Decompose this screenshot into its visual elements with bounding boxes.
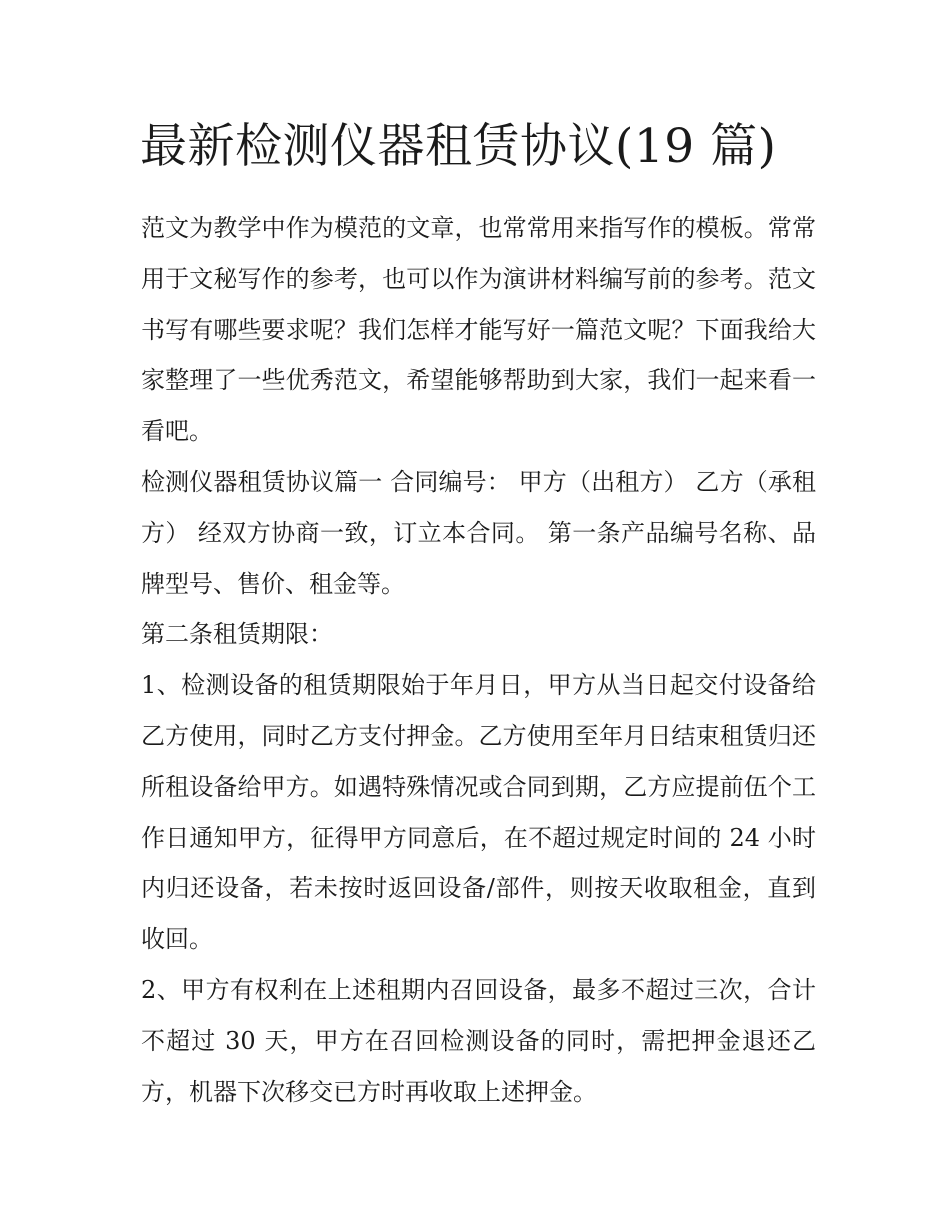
clause-2-paragraph: 2、甲方有权利在上述租期内召回设备，最多不超过三次，合计不超过 30 天，甲方在召回检测设备的同时，需把押金退还乙方，机器下次移交已方时再收取上述押金。 <box>141 975 816 1106</box>
agreement-heading-paragraph: 检测仪器租赁协议篇一 合同编号： 甲方（出租方） 乙方（承租方） 经双方协商一致，订立本合同。 第一条产品编号名称、品牌型号、售价、租金等。 <box>141 467 816 598</box>
clause-1-paragraph: 1、检测设备的租赁期限始于年月日，甲方从当日起交付设备给乙方使用，同时乙方支付押金。乙方使用至年月日结束租赁归还所租设备给甲方。如遇特殊情况或合同到期，乙方应提前伍个工作日通知甲方，征得甲方同意后，在不超过规定时间的 24 小时内归还设备，若未按时返回设备/部件，则按天收取租金，直到收回。 <box>141 671 816 954</box>
document-body <box>141 203 816 1117</box>
intro-paragraph: 范文为教学中作为模范的文章，也常常用来指写作的模板。常常用于文秘写作的参考，也可以作为演讲材料编写前的参考。范文书写有哪些要求呢？我们怎样才能写好一篇范文呢？下面我给大家整理了一些优秀范文，希望能够帮助到大家，我们一起来看一看吧。 <box>141 214 816 446</box>
document-title: 最新检测仪器租赁协议(19 篇) <box>140 119 777 174</box>
lease-term-heading: 第二条租赁期限： <box>141 620 333 649</box>
